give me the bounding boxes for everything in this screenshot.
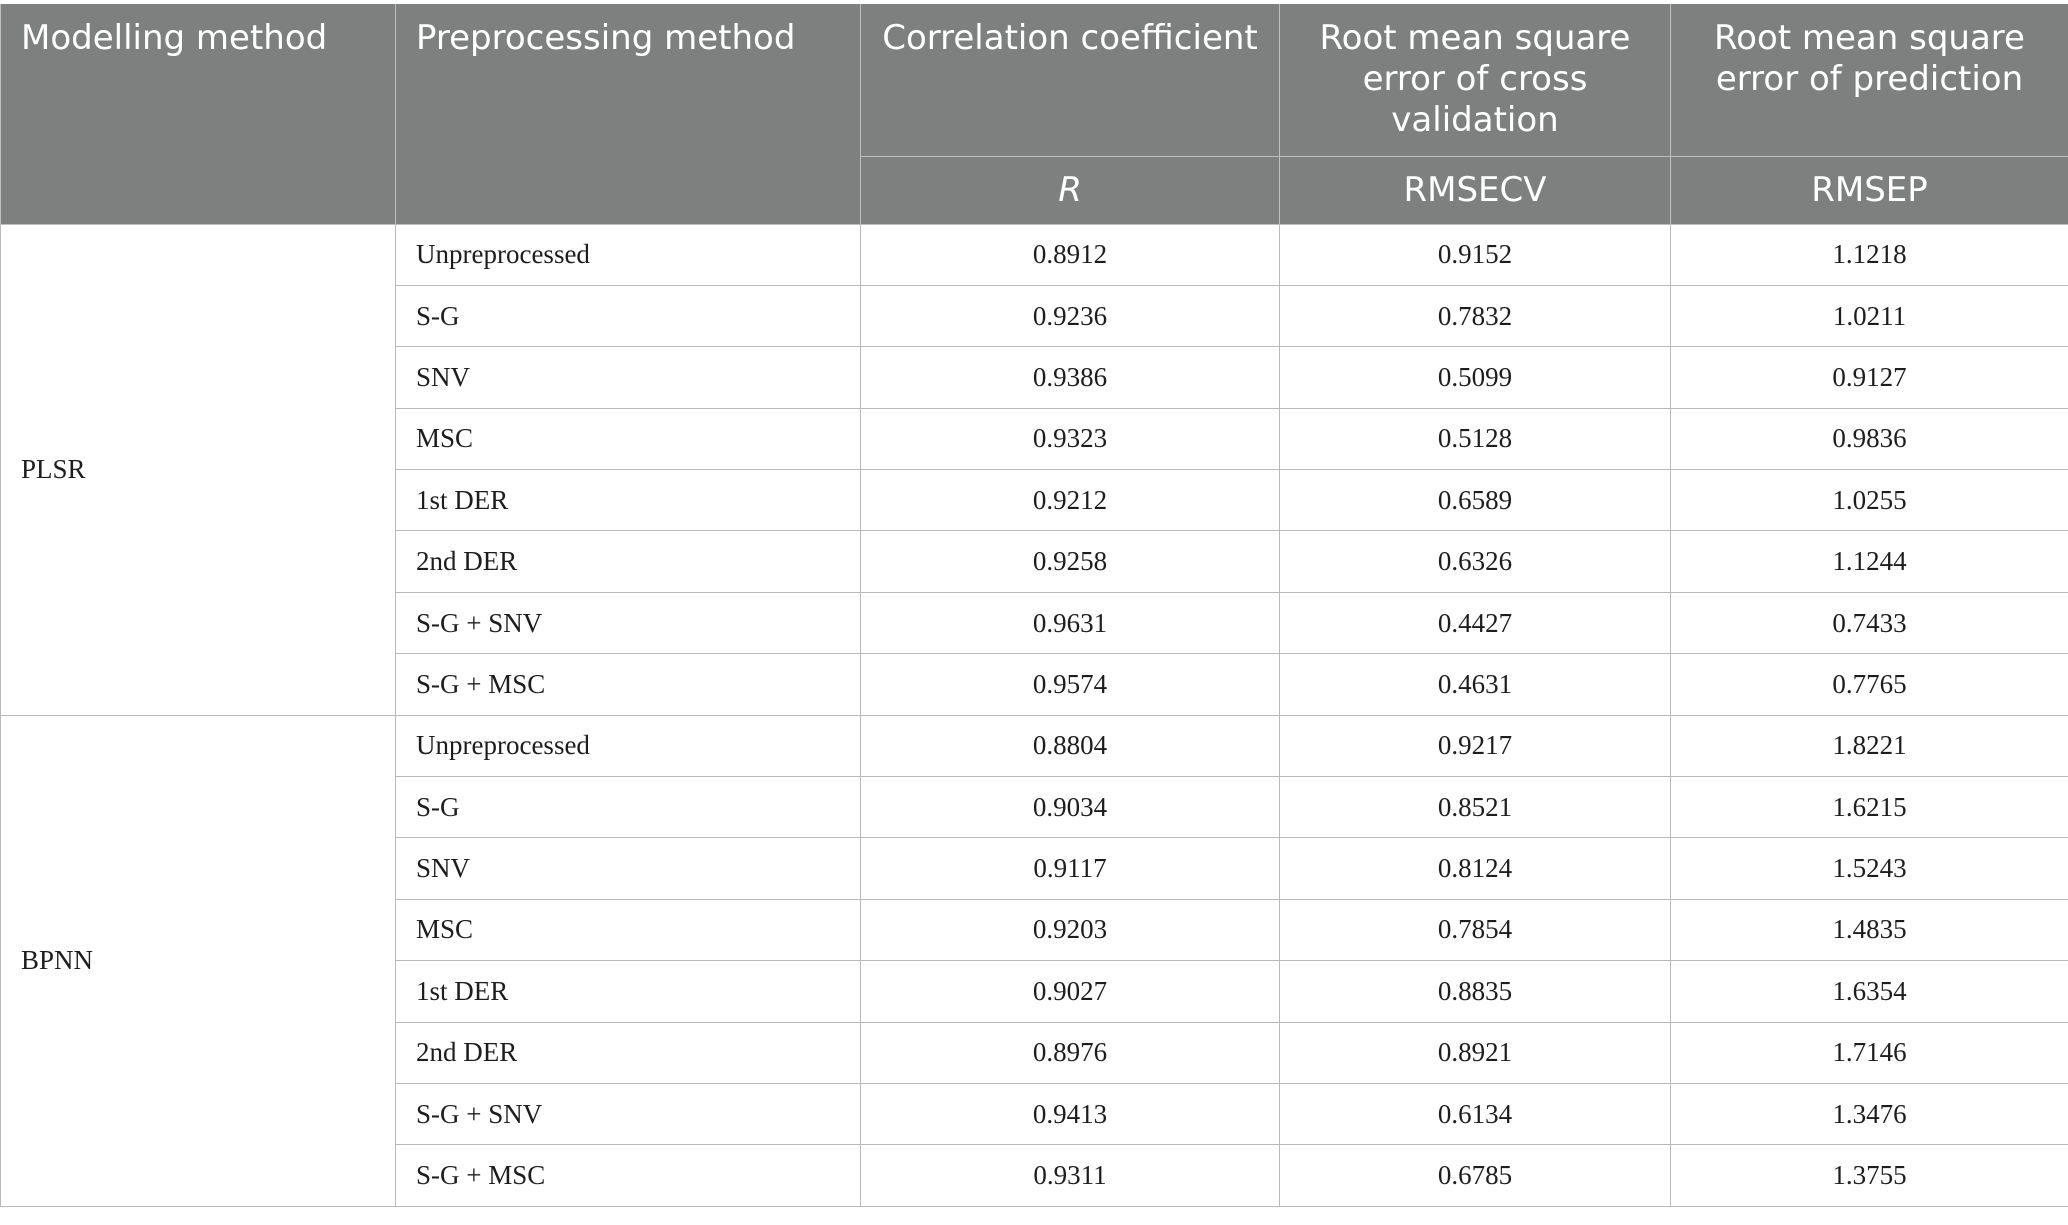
preprocessing-method-cell: 2nd DER [396,1022,861,1083]
preprocessing-method-cell: S-G + MSC [396,1145,861,1206]
header-modelling-method: Modelling method [1,4,396,224]
rmsecv-cell: 0.8124 [1280,838,1671,899]
correlation-coefficient-cell: 0.9413 [861,1083,1280,1144]
rmsep-cell: 1.3476 [1671,1083,2068,1144]
correlation-coefficient-cell: 0.9258 [861,531,1280,592]
rmsep-cell: 1.5243 [1671,838,2068,899]
header-r-symbol: R [861,156,1280,224]
preprocessing-method-cell: SNV [396,347,861,408]
rmsep-cell: 1.0211 [1671,285,2068,346]
modelling-method-cell: PLSR [1,224,396,715]
rmsecv-cell: 0.7854 [1280,899,1671,960]
header-preprocessing-method: Preprocessing method [396,4,861,224]
correlation-coefficient-cell: 0.9236 [861,285,1280,346]
table-row [1,224,2068,285]
rmsep-cell: 1.4835 [1671,899,2068,960]
table-header [1,4,2068,224]
header-row-labels [1,4,2068,156]
correlation-coefficient-cell: 0.9212 [861,470,1280,531]
rmsecv-cell: 0.7832 [1280,285,1671,346]
preprocessing-method-cell: S-G + SNV [396,1083,861,1144]
correlation-coefficient-cell: 0.9117 [861,838,1280,899]
preprocessing-method-cell: Unpreprocessed [396,715,861,776]
preprocessing-method-cell: 2nd DER [396,531,861,592]
rmsep-cell: 1.6215 [1671,777,2068,838]
preprocessing-method-cell: 1st DER [396,470,861,531]
rmsecv-cell: 0.6785 [1280,1145,1671,1206]
rmsep-cell: 1.0255 [1671,470,2068,531]
rmsecv-cell: 0.5128 [1280,408,1671,469]
table-body [1,224,2068,1206]
preprocessing-method-cell: MSC [396,408,861,469]
header-rmsecv-abbr: RMSECV [1280,156,1671,224]
rmsep-cell: 1.8221 [1671,715,2068,776]
header-correlation-coefficient: Correlation coefficient [861,4,1280,156]
modelling-method-cell: BPNN [1,715,396,1206]
rmsep-cell: 1.1218 [1671,224,2068,285]
preprocessing-method-cell: MSC [396,899,861,960]
header-rmsep-long: Root mean square error of prediction [1671,4,2068,156]
header-rmsep-abbr: RMSEP [1671,156,2068,224]
correlation-coefficient-cell: 0.9323 [861,408,1280,469]
preprocessing-method-cell: Unpreprocessed [396,224,861,285]
rmsecv-cell: 0.5099 [1280,347,1671,408]
rmsep-cell: 1.7146 [1671,1022,2068,1083]
preprocessing-method-cell: S-G + SNV [396,592,861,653]
rmsecv-cell: 0.6589 [1280,470,1671,531]
preprocessing-method-cell: 1st DER [396,961,861,1022]
rmsep-cell: 1.1244 [1671,531,2068,592]
results-table [0,4,2068,1207]
correlation-coefficient-cell: 0.9027 [861,961,1280,1022]
rmsecv-cell: 0.8835 [1280,961,1671,1022]
rmsep-cell: 1.3755 [1671,1145,2068,1206]
table-row [1,715,2068,776]
correlation-coefficient-cell: 0.9631 [861,592,1280,653]
rmsep-cell: 0.7765 [1671,654,2068,715]
rmsep-cell: 0.9836 [1671,408,2068,469]
header-rmsecv-long: Root mean square error of cross validation [1280,4,1671,156]
rmsep-cell: 0.7433 [1671,592,2068,653]
rmsecv-cell: 0.8921 [1280,1022,1671,1083]
preprocessing-method-cell: SNV [396,838,861,899]
preprocessing-method-cell: S-G + MSC [396,654,861,715]
correlation-coefficient-cell: 0.9386 [861,347,1280,408]
correlation-coefficient-cell: 0.9203 [861,899,1280,960]
correlation-coefficient-cell: 0.9311 [861,1145,1280,1206]
preprocessing-method-cell: S-G [396,285,861,346]
rmsecv-cell: 0.6134 [1280,1083,1671,1144]
rmsecv-cell: 0.4427 [1280,592,1671,653]
rmsep-cell: 0.9127 [1671,347,2068,408]
rmsecv-cell: 0.6326 [1280,531,1671,592]
rmsep-cell: 1.6354 [1671,961,2068,1022]
rmsecv-cell: 0.9152 [1280,224,1671,285]
rmsecv-cell: 0.9217 [1280,715,1671,776]
preprocessing-method-cell: S-G [396,777,861,838]
rmsecv-cell: 0.8521 [1280,777,1671,838]
correlation-coefficient-cell: 0.8976 [861,1022,1280,1083]
correlation-coefficient-cell: 0.8912 [861,224,1280,285]
correlation-coefficient-cell: 0.9574 [861,654,1280,715]
rmsecv-cell: 0.4631 [1280,654,1671,715]
correlation-coefficient-cell: 0.9034 [861,777,1280,838]
correlation-coefficient-cell: 0.8804 [861,715,1280,776]
